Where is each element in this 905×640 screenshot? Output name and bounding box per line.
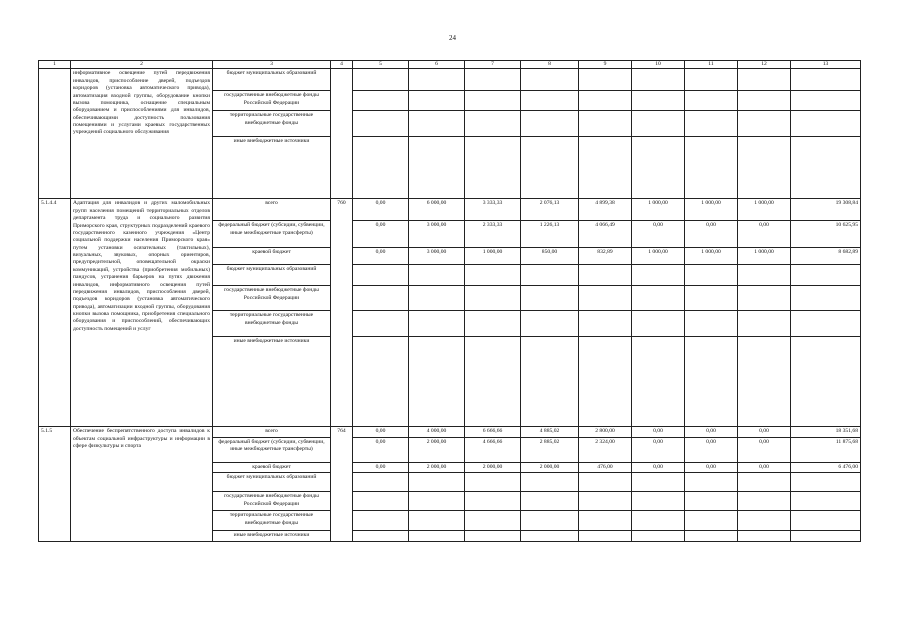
year-value: 4 000,00 (409, 427, 465, 437)
column-header: 6 (409, 61, 465, 69)
section-name: информативное освещение путей передвижения инвалидов, приспособление дверей, подъездов коридоров (установка автоматического привода), автоматизация входной группы, оборудование кнопки вызова помощника, оснащение специальным оборудованием и приспособлениями для инвалидов, обеспечивающими доступность пользования помещениями и услугами краевых государственных учреждений социального обслуживания (71, 69, 213, 199)
year-value: 0,00 (738, 221, 791, 248)
year-value (409, 337, 465, 427)
table-row (39, 199, 861, 221)
year-value: 1 000,00 (632, 248, 685, 265)
total-value: 11 875,68 (791, 437, 861, 462)
year-value (579, 511, 632, 531)
total-value: 18 351,68 (791, 427, 861, 437)
column-header: 4 (331, 61, 353, 69)
year-value (685, 91, 738, 111)
year-value (521, 265, 579, 286)
year-value: 2 000,00 (409, 462, 465, 472)
year-value (685, 311, 738, 337)
total-value: 10 625,95 (791, 221, 861, 248)
year-value (465, 492, 521, 511)
column-header-row (39, 61, 861, 69)
year-value (632, 531, 685, 541)
table-row (39, 427, 861, 437)
year-value (353, 137, 409, 199)
total-value (791, 265, 861, 286)
year-value: 6 000,00 (409, 199, 465, 221)
year-value (521, 473, 579, 492)
year-value (409, 492, 465, 511)
year-value (521, 511, 579, 531)
total-value (791, 511, 861, 531)
year-value: 476,00 (579, 462, 632, 472)
year-value (632, 265, 685, 286)
year-value (465, 91, 521, 111)
year-value: 0,00 (632, 437, 685, 462)
year-value: 0,00 (632, 221, 685, 248)
year-value (738, 111, 791, 137)
total-value (791, 473, 861, 492)
year-value: 1 000,00 (632, 199, 685, 221)
total-value (791, 69, 861, 91)
year-value: 0,00 (353, 199, 409, 221)
funding-source: иные внебюджетные источники (213, 531, 331, 541)
year-value: 832,89 (579, 248, 632, 265)
year-value (465, 265, 521, 286)
year-value (738, 531, 791, 541)
year-value (738, 137, 791, 199)
column-header: 7 (465, 61, 521, 69)
year-value: 0,00 (738, 462, 791, 472)
year-value (685, 337, 738, 427)
year-value (738, 492, 791, 511)
total-value (791, 311, 861, 337)
year-value (353, 69, 409, 91)
total-value: 8 682,89 (791, 248, 861, 265)
section-name: Адаптация для инвалидов и других маломобильных групп населения помещений территориальных отделов департамента труда и социального развития Приморского края, структурных подразделений краевого государственного казенного учреждения «Центр социальной поддержки населения Приморского края» путем установки осязательных (тактильных), визуальных, звуковых, опорных ориентиров, предупредительной, оповещательной окраски коммуникаций, устройства (приобретения мобильных) пандусов, устранения барьеров на путях движения инвалидов, информативного освещения путей передвижения инвалидов, приспособления дверей, подъездов коридоров (установка автоматического привода), автоматизации входной группы, оборудования кнопки вызова помощника, приобретения специального оборудования и приспособлений, обеспечивающих доступность помещений и услуг (71, 199, 213, 427)
year-value (632, 311, 685, 337)
year-value (632, 473, 685, 492)
year-value: 3 333,33 (465, 199, 521, 221)
funding-source: федеральный бюджет (субсидии, субвенции, иные межбюджетные трансферты) (213, 437, 331, 462)
year-value (579, 265, 632, 286)
funding-source: иные внебюджетные источники (213, 337, 331, 427)
year-value: 4 066,49 (579, 221, 632, 248)
year-value (409, 91, 465, 111)
year-value: 2 000,00 (409, 437, 465, 462)
year-value (632, 91, 685, 111)
year-value: 1 226,13 (521, 221, 579, 248)
year-value (579, 473, 632, 492)
total-value (791, 286, 861, 311)
year-value (409, 137, 465, 199)
year-value (738, 286, 791, 311)
year-value (632, 111, 685, 137)
year-value (353, 265, 409, 286)
year-value (738, 265, 791, 286)
year-value: 4 899,38 (579, 199, 632, 221)
funding-source: государственные внебюджетные фонды Российской Федерации (213, 91, 331, 111)
year-value (579, 69, 632, 91)
column-header: 10 (632, 61, 685, 69)
funding-source: бюджет муниципальных образований (213, 473, 331, 492)
year-value: 2 800,00 (579, 427, 632, 437)
year-value (353, 286, 409, 311)
year-value (353, 337, 409, 427)
funding-source: бюджет муниципальных образований (213, 265, 331, 286)
year-value (579, 137, 632, 199)
year-value: 0,00 (353, 248, 409, 265)
total-value: 6 476,00 (791, 462, 861, 472)
total-value: 19 308,84 (791, 199, 861, 221)
year-value: 0,00 (738, 427, 791, 437)
year-value: 0,00 (685, 437, 738, 462)
year-value (738, 511, 791, 531)
funding-source: краевой бюджет (213, 462, 331, 472)
year-value (521, 137, 579, 199)
year-value (521, 492, 579, 511)
year-value (465, 286, 521, 311)
year-value (632, 492, 685, 511)
year-value: 0,00 (353, 427, 409, 437)
column-header: 1 (39, 61, 71, 69)
year-value: 2 885,02 (521, 437, 579, 462)
year-value (579, 531, 632, 541)
year-value (579, 111, 632, 137)
year-value (465, 111, 521, 137)
year-value (409, 69, 465, 91)
year-value: 3 000,00 (409, 221, 465, 248)
year-value: 2 076,13 (521, 199, 579, 221)
year-value (579, 311, 632, 337)
year-value: 0,00 (632, 462, 685, 472)
year-value (632, 286, 685, 311)
year-value: 2 000,00 (465, 462, 521, 472)
year-value (685, 111, 738, 137)
year-value (521, 311, 579, 337)
budget-code (331, 69, 353, 199)
year-value (521, 337, 579, 427)
year-value (353, 91, 409, 111)
year-value: 1 000,00 (738, 248, 791, 265)
funding-source: всего (213, 427, 331, 437)
year-value: 6 666,66 (465, 427, 521, 437)
budget-table (38, 60, 861, 542)
year-value (465, 69, 521, 91)
year-value (465, 473, 521, 492)
year-value (353, 511, 409, 531)
year-value: 0,00 (685, 462, 738, 472)
year-value (353, 473, 409, 492)
funding-source: территориальные государственные внебюджетные фонды (213, 111, 331, 137)
year-value (579, 91, 632, 111)
year-value: 2 333,33 (465, 221, 521, 248)
section-id: 5.1.5 (39, 427, 71, 541)
year-value: 0,00 (353, 437, 409, 462)
year-value (738, 311, 791, 337)
year-value (685, 137, 738, 199)
year-value: 3 000,00 (409, 248, 465, 265)
year-value (579, 337, 632, 427)
total-value (791, 137, 861, 199)
year-value (353, 531, 409, 541)
funding-source: иные внебюджетные источники (213, 137, 331, 199)
year-value (465, 311, 521, 337)
year-value (465, 511, 521, 531)
total-value (791, 111, 861, 137)
year-value: 0,00 (738, 437, 791, 462)
year-value (685, 511, 738, 531)
year-value (738, 473, 791, 492)
year-value (353, 111, 409, 137)
year-value (685, 286, 738, 311)
year-value (409, 265, 465, 286)
column-header: 12 (738, 61, 791, 69)
year-value: 0,00 (353, 221, 409, 248)
total-value (791, 492, 861, 511)
year-value (353, 492, 409, 511)
year-value (465, 337, 521, 427)
funding-source: краевой бюджет (213, 248, 331, 265)
column-header: 3 (213, 61, 331, 69)
year-value: 2 324,00 (579, 437, 632, 462)
year-value (632, 337, 685, 427)
year-value: 850,00 (521, 248, 579, 265)
year-value: 1 000,00 (465, 248, 521, 265)
year-value: 4 666,66 (465, 437, 521, 462)
total-value (791, 91, 861, 111)
year-value: 4 885,02 (521, 427, 579, 437)
funding-source: государственные внебюджетные фонды Российской Федерации (213, 286, 331, 311)
year-value: 0,00 (685, 427, 738, 437)
year-value (632, 69, 685, 91)
column-header: 2 (71, 61, 213, 69)
budget-code: 760 (331, 199, 353, 427)
year-value: 0,00 (353, 462, 409, 472)
year-value (521, 286, 579, 311)
year-value (521, 69, 579, 91)
funding-source: федеральный бюджет (субсидии, субвенции, иные межбюджетные трансферты) (213, 221, 331, 248)
column-header: 9 (579, 61, 632, 69)
year-value (685, 531, 738, 541)
year-value: 0,00 (632, 427, 685, 437)
year-value (409, 473, 465, 492)
year-value (409, 311, 465, 337)
year-value (738, 69, 791, 91)
year-value (521, 111, 579, 137)
year-value (409, 286, 465, 311)
funding-source: всего (213, 199, 331, 221)
funding-source: территориальные государственные внебюджетные фонды (213, 311, 331, 337)
year-value (579, 286, 632, 311)
total-value (791, 337, 861, 427)
year-value (521, 91, 579, 111)
total-value (791, 531, 861, 541)
funding-source: территориальные государственные внебюджетные фонды (213, 511, 331, 531)
column-header: 5 (353, 61, 409, 69)
year-value (465, 137, 521, 199)
year-value (685, 473, 738, 492)
column-header: 8 (521, 61, 579, 69)
year-value (409, 511, 465, 531)
year-value (685, 492, 738, 511)
year-value: 2 000,00 (521, 462, 579, 472)
funding-source: бюджет муниципальных образований (213, 69, 331, 91)
page-number: 24 (449, 34, 456, 42)
year-value (579, 492, 632, 511)
year-value: 0,00 (685, 221, 738, 248)
year-value: 1 000,00 (738, 199, 791, 221)
year-value (632, 511, 685, 531)
section-name: Обеспечение беспрепятственного доступа инвалидов к объектам социальной инфраструктуры и информации в сфере физкультуры и спорта (71, 427, 213, 541)
section-id: 5.1.4.4 (39, 199, 71, 427)
year-value (738, 91, 791, 111)
budget-code: 764 (331, 427, 353, 541)
year-value (685, 265, 738, 286)
column-header: 13 (791, 61, 861, 69)
year-value (685, 69, 738, 91)
year-value (465, 531, 521, 541)
table-row (39, 69, 861, 91)
year-value: 1 000,00 (685, 248, 738, 265)
section-id (39, 69, 71, 199)
year-value (409, 111, 465, 137)
year-value: 1 000,00 (685, 199, 738, 221)
year-value (738, 337, 791, 427)
column-header: 11 (685, 61, 738, 69)
year-value (521, 531, 579, 541)
year-value (353, 311, 409, 337)
year-value (632, 137, 685, 199)
year-value (409, 531, 465, 541)
funding-source: государственные внебюджетные фонды Российской Федерации (213, 492, 331, 511)
